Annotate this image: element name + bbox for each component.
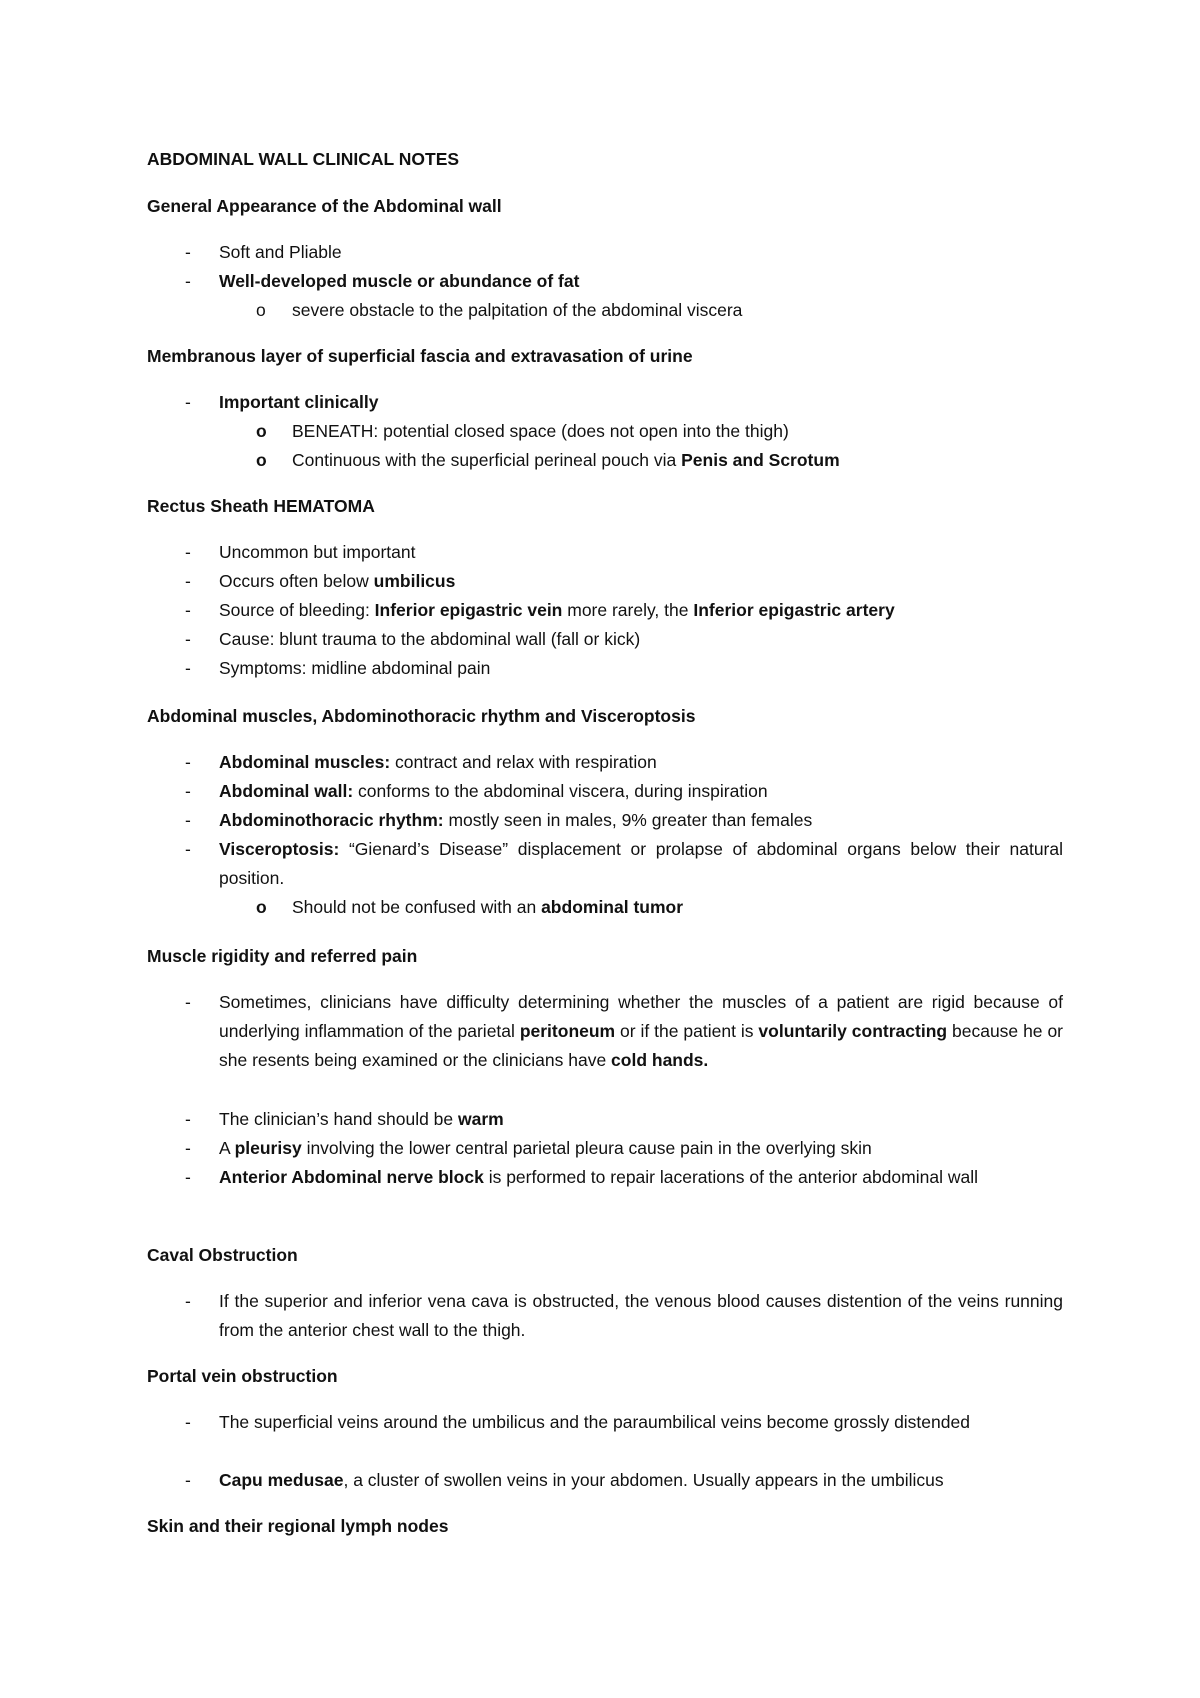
list-item <box>219 267 1063 296</box>
bullet-circle: o <box>256 300 266 320</box>
text: is performed to repair lacerations of the anterior abdominal wall <box>483 1167 978 1187</box>
text: , a cluster of swollen veins in your abdomen. Usually appears in the umbilicus <box>343 1470 944 1490</box>
bullet-dash: - <box>185 571 191 591</box>
text: The clinician’s hand should be <box>219 1109 459 1129</box>
bold-text: peritoneum <box>519 1021 616 1041</box>
text: Sometimes, clinicians have difficulty determining whether the muscles of a patient are rigid because of underlying inflammation of the parietal <box>219 992 1063 1041</box>
list-item <box>219 835 1063 893</box>
bullet-dash: - <box>185 810 191 830</box>
bold-text: cold hands. <box>611 1050 709 1070</box>
text: Continuous with the superficial perineal pouch via <box>292 450 682 470</box>
bold-text: Visceroptosis: <box>219 839 340 859</box>
bold-text: Inferior epigastric vein <box>374 600 563 620</box>
text: Occurs often below <box>219 571 374 591</box>
list-item: The superficial veins around the umbilicus and the paraumbilical veins become grossly distended <box>219 1412 970 1432</box>
list-item <box>219 777 1063 806</box>
bold-text: Important clinically <box>219 392 379 412</box>
text: Source of bleeding: <box>219 600 375 620</box>
bullet-dash: - <box>185 242 191 262</box>
bullet-dash: - <box>185 629 191 649</box>
bullet-dash: - <box>185 658 191 678</box>
bold-text: pleurisy <box>234 1138 302 1158</box>
sub-list-item: BENEATH: potential closed space (does not open into the thigh) <box>292 421 789 441</box>
bold-text: Abdominal muscles: <box>219 752 391 772</box>
text: or if the patient is <box>615 1021 759 1041</box>
heading-portal-vein: Portal vein obstruction <box>147 1366 338 1386</box>
page-title: ABDOMINAL WALL CLINICAL NOTES <box>147 149 460 169</box>
text: because he or she resents being examined or the clinicians have <box>219 1021 1064 1070</box>
text: A <box>219 1138 235 1158</box>
bullet-dash: - <box>185 271 191 291</box>
text: Should not be confused with an <box>292 897 542 917</box>
text: “Gienard’s Disease” displacement or prolapse of abdominal organs below their natural position. <box>219 839 1063 888</box>
bold-text: Abdominothoracic rhythm: <box>219 810 444 830</box>
bullet-dash: - <box>185 600 191 620</box>
list-item <box>219 1105 1063 1134</box>
sub-list-item <box>292 893 1062 922</box>
heading-abdominal-muscles: Abdominal muscles, Abdominothoracic rhythm and Visceroptosis <box>147 706 696 726</box>
heading-rectus-sheath: Rectus Sheath HEMATOMA <box>147 496 375 516</box>
bold-text: voluntarily contracting <box>758 1021 948 1041</box>
bold-text: Well-developed muscle or abundance of fat <box>219 271 580 291</box>
bullet-dash: - <box>185 992 191 1012</box>
list-item: Soft and Pliable <box>219 242 342 262</box>
list-item <box>219 1163 1063 1192</box>
text: involving the lower central parietal pleura cause pain in the overlying skin <box>301 1138 872 1158</box>
list-item: Cause: blunt trauma to the abdominal wall (fall or kick) <box>219 629 641 649</box>
text: contract and relax with respiration <box>390 752 657 772</box>
bullet-dash: - <box>185 1412 191 1432</box>
bullet-dash: - <box>185 1138 191 1158</box>
heading-muscle-rigidity: Muscle rigidity and referred pain <box>147 946 418 966</box>
list-item <box>219 806 1063 835</box>
list-item: If the superior and inferior vena cava is obstructed, the venous blood causes distention of the veins running from the anterior chest wall to the thigh. <box>219 1291 1063 1340</box>
bullet-dash: - <box>185 542 191 562</box>
bold-text: Anterior Abdominal nerve block <box>219 1167 484 1187</box>
list-item <box>219 748 1063 777</box>
heading-general-appearance: General Appearance of the Abdominal wall <box>147 196 502 216</box>
bullet-dash: - <box>185 1470 191 1490</box>
bold-text: Capu medusae <box>219 1470 344 1490</box>
text: more rarely, the <box>562 600 694 620</box>
text: conforms to the abdominal viscera, during inspiration <box>353 781 768 801</box>
list-item: Symptoms: midline abdominal pain <box>219 658 491 678</box>
bullet-circle: o <box>256 421 267 441</box>
bold-text: Inferior epigastric artery <box>693 600 895 620</box>
bullet-circle: o <box>256 450 267 470</box>
bold-text: abdominal tumor <box>541 897 684 917</box>
list-item <box>219 1466 1063 1495</box>
list-item <box>219 596 1063 625</box>
bullet-dash: - <box>185 1109 191 1129</box>
bullet-dash: - <box>185 781 191 801</box>
sub-list-item: severe obstacle to the palpitation of the abdominal viscera <box>292 300 743 320</box>
bold-text: Penis and Scrotum <box>681 450 840 470</box>
sub-list-item <box>292 446 1062 475</box>
bullet-dash: - <box>185 1167 191 1187</box>
heading-membranous-layer: Membranous layer of superficial fascia and extravasation of urine <box>147 346 693 366</box>
bullet-dash: - <box>185 1291 191 1311</box>
bullet-dash: - <box>185 752 191 772</box>
list-item <box>219 1134 1063 1163</box>
bullet-circle: o <box>256 897 267 917</box>
list-item <box>219 988 1063 1075</box>
list-item <box>219 388 1063 417</box>
heading-caval-obstruction: Caval Obstruction <box>147 1245 298 1265</box>
list-item: Uncommon but important <box>219 542 416 562</box>
text: mostly seen in males, 9% greater than females <box>443 810 813 830</box>
bold-text: umbilicus <box>373 571 456 591</box>
bold-text: Abdominal wall: <box>219 781 354 801</box>
bullet-dash: - <box>185 839 191 859</box>
heading-skin-lymph-nodes: Skin and their regional lymph nodes <box>147 1516 449 1536</box>
list-item <box>219 567 1063 596</box>
bold-text: warm <box>458 1109 504 1129</box>
bullet-dash: - <box>185 392 191 412</box>
